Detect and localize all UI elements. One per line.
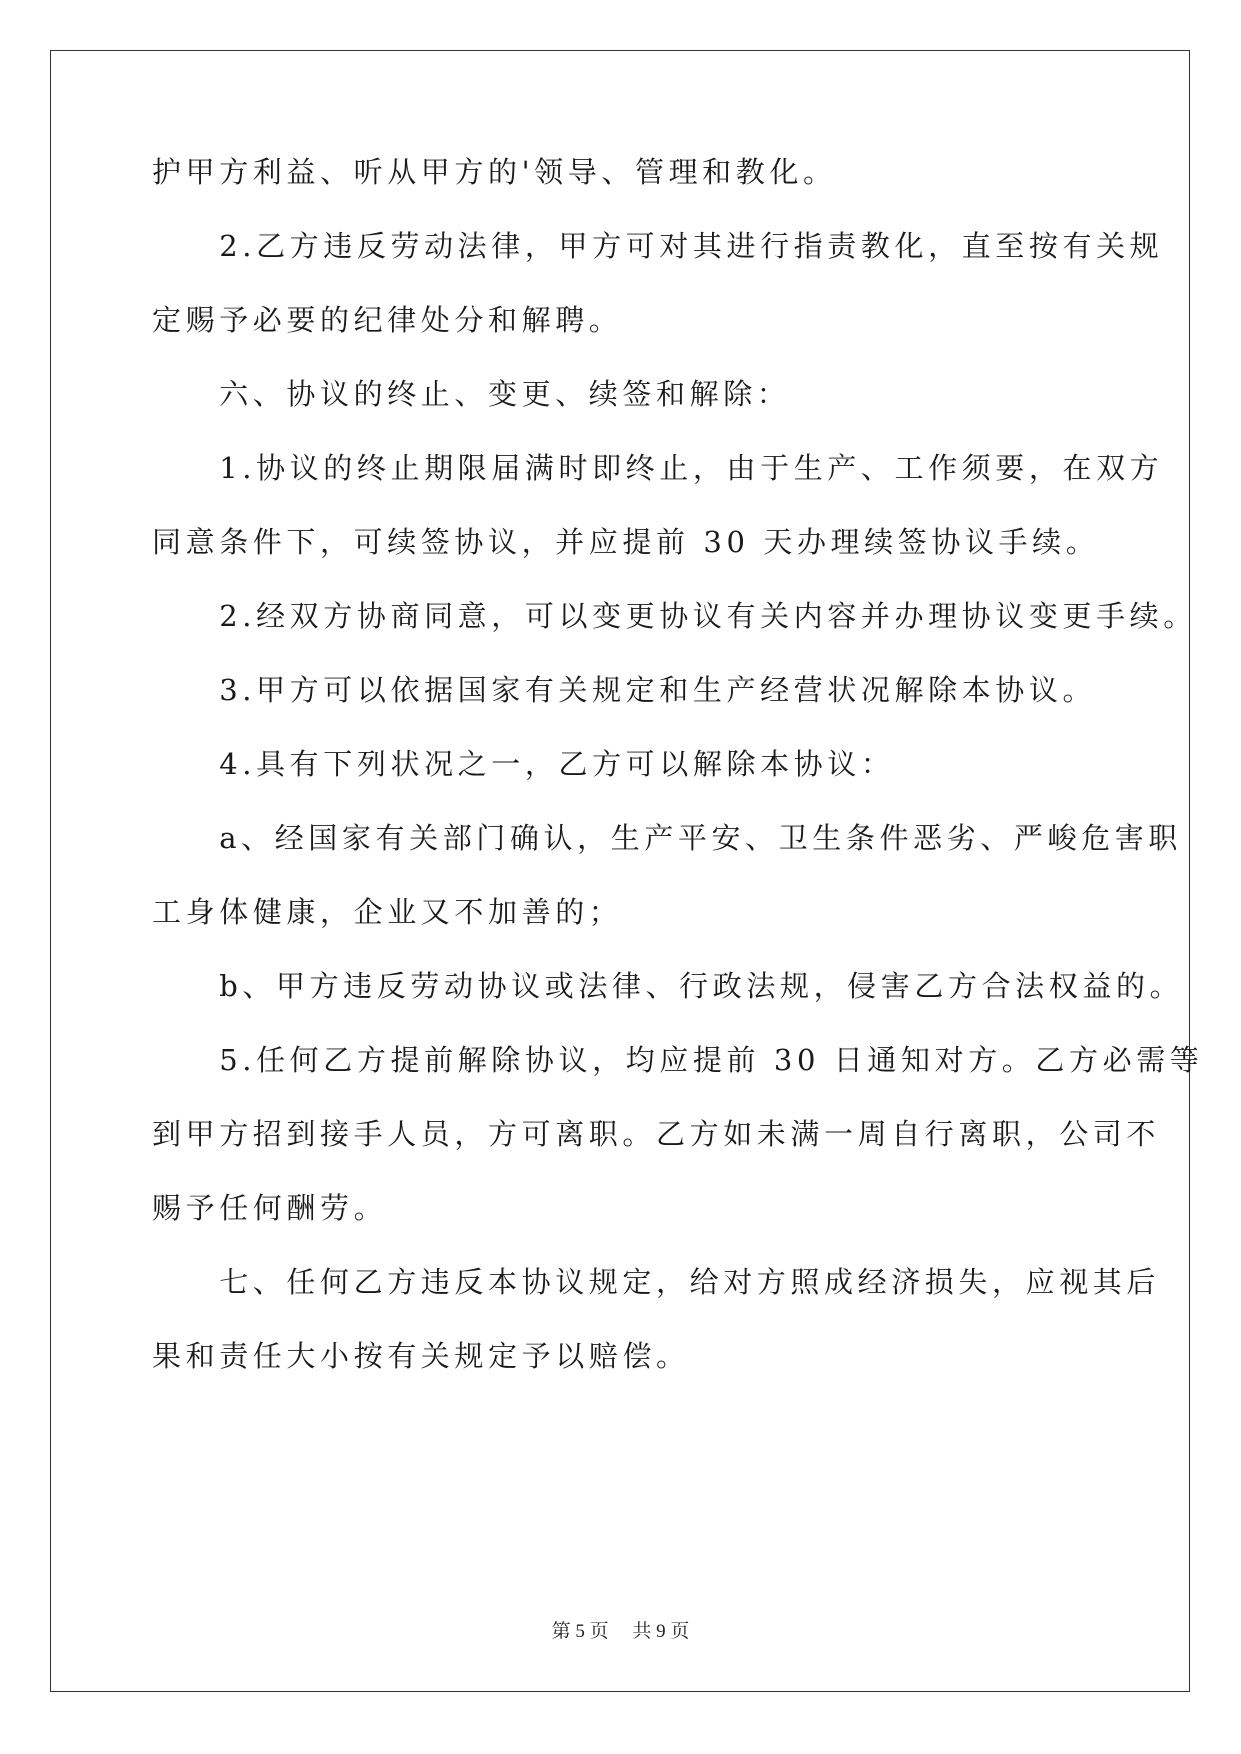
text-line: 工身体健康，企业又不加善的；: [152, 895, 623, 929]
text-line: 2.经双方协商同意，可以变更协议有关内容并办理协议变更手续。: [152, 599, 1197, 633]
text-line: 3.甲方可以依据国家有关规定和生产经营状况解除本协议。: [152, 673, 1097, 707]
text-line: 2.乙方违反劳动法律，甲方可对其进行指责教化，直至按有关规: [152, 229, 1164, 263]
text-line: 1.协议的终止期限届满时即终止，由于生产、工作须要，在双方: [152, 451, 1164, 485]
text-line: a、经国家有关部门确认，生产平安、卫生条件恶劣、严峻危害职: [152, 821, 1182, 855]
text-line: 到甲方招到接手人员，方可离职。乙方如未满一周自行离职，公司不: [152, 1117, 1161, 1151]
text-line: 果和责任大小按有关规定予以赔偿。: [152, 1339, 690, 1373]
text-line: 护甲方利益、听从甲方的'领导、管理和教化。: [152, 155, 837, 189]
text-line: 同意条件下，可续签协议，并应提前 30 天办理续签协议手续。: [152, 525, 1100, 559]
text-line: b、甲方违反劳动协议或法律、行政法规，侵害乙方合法权益的。: [152, 969, 1184, 1003]
text-line: 定赐予必要的纪律处分和解聘。: [152, 303, 623, 337]
page-border: [50, 50, 1190, 1692]
section-heading: 六、协议的终止、变更、续签和解除：: [152, 377, 791, 411]
text-line: 5.任何乙方提前解除协议，均应提前 30 日通知对方。乙方必需等: [152, 1043, 1204, 1077]
text-line: 4.具有下列状况之一，乙方可以解除本协议：: [152, 747, 895, 781]
page-number: 第 5 页 共 9 页: [551, 1621, 690, 1642]
text-line: 赐予任何酬劳。: [152, 1191, 388, 1225]
section-heading: 七、任何乙方违反本协议规定，给对方照成经济损失，应视其后: [152, 1265, 1161, 1299]
